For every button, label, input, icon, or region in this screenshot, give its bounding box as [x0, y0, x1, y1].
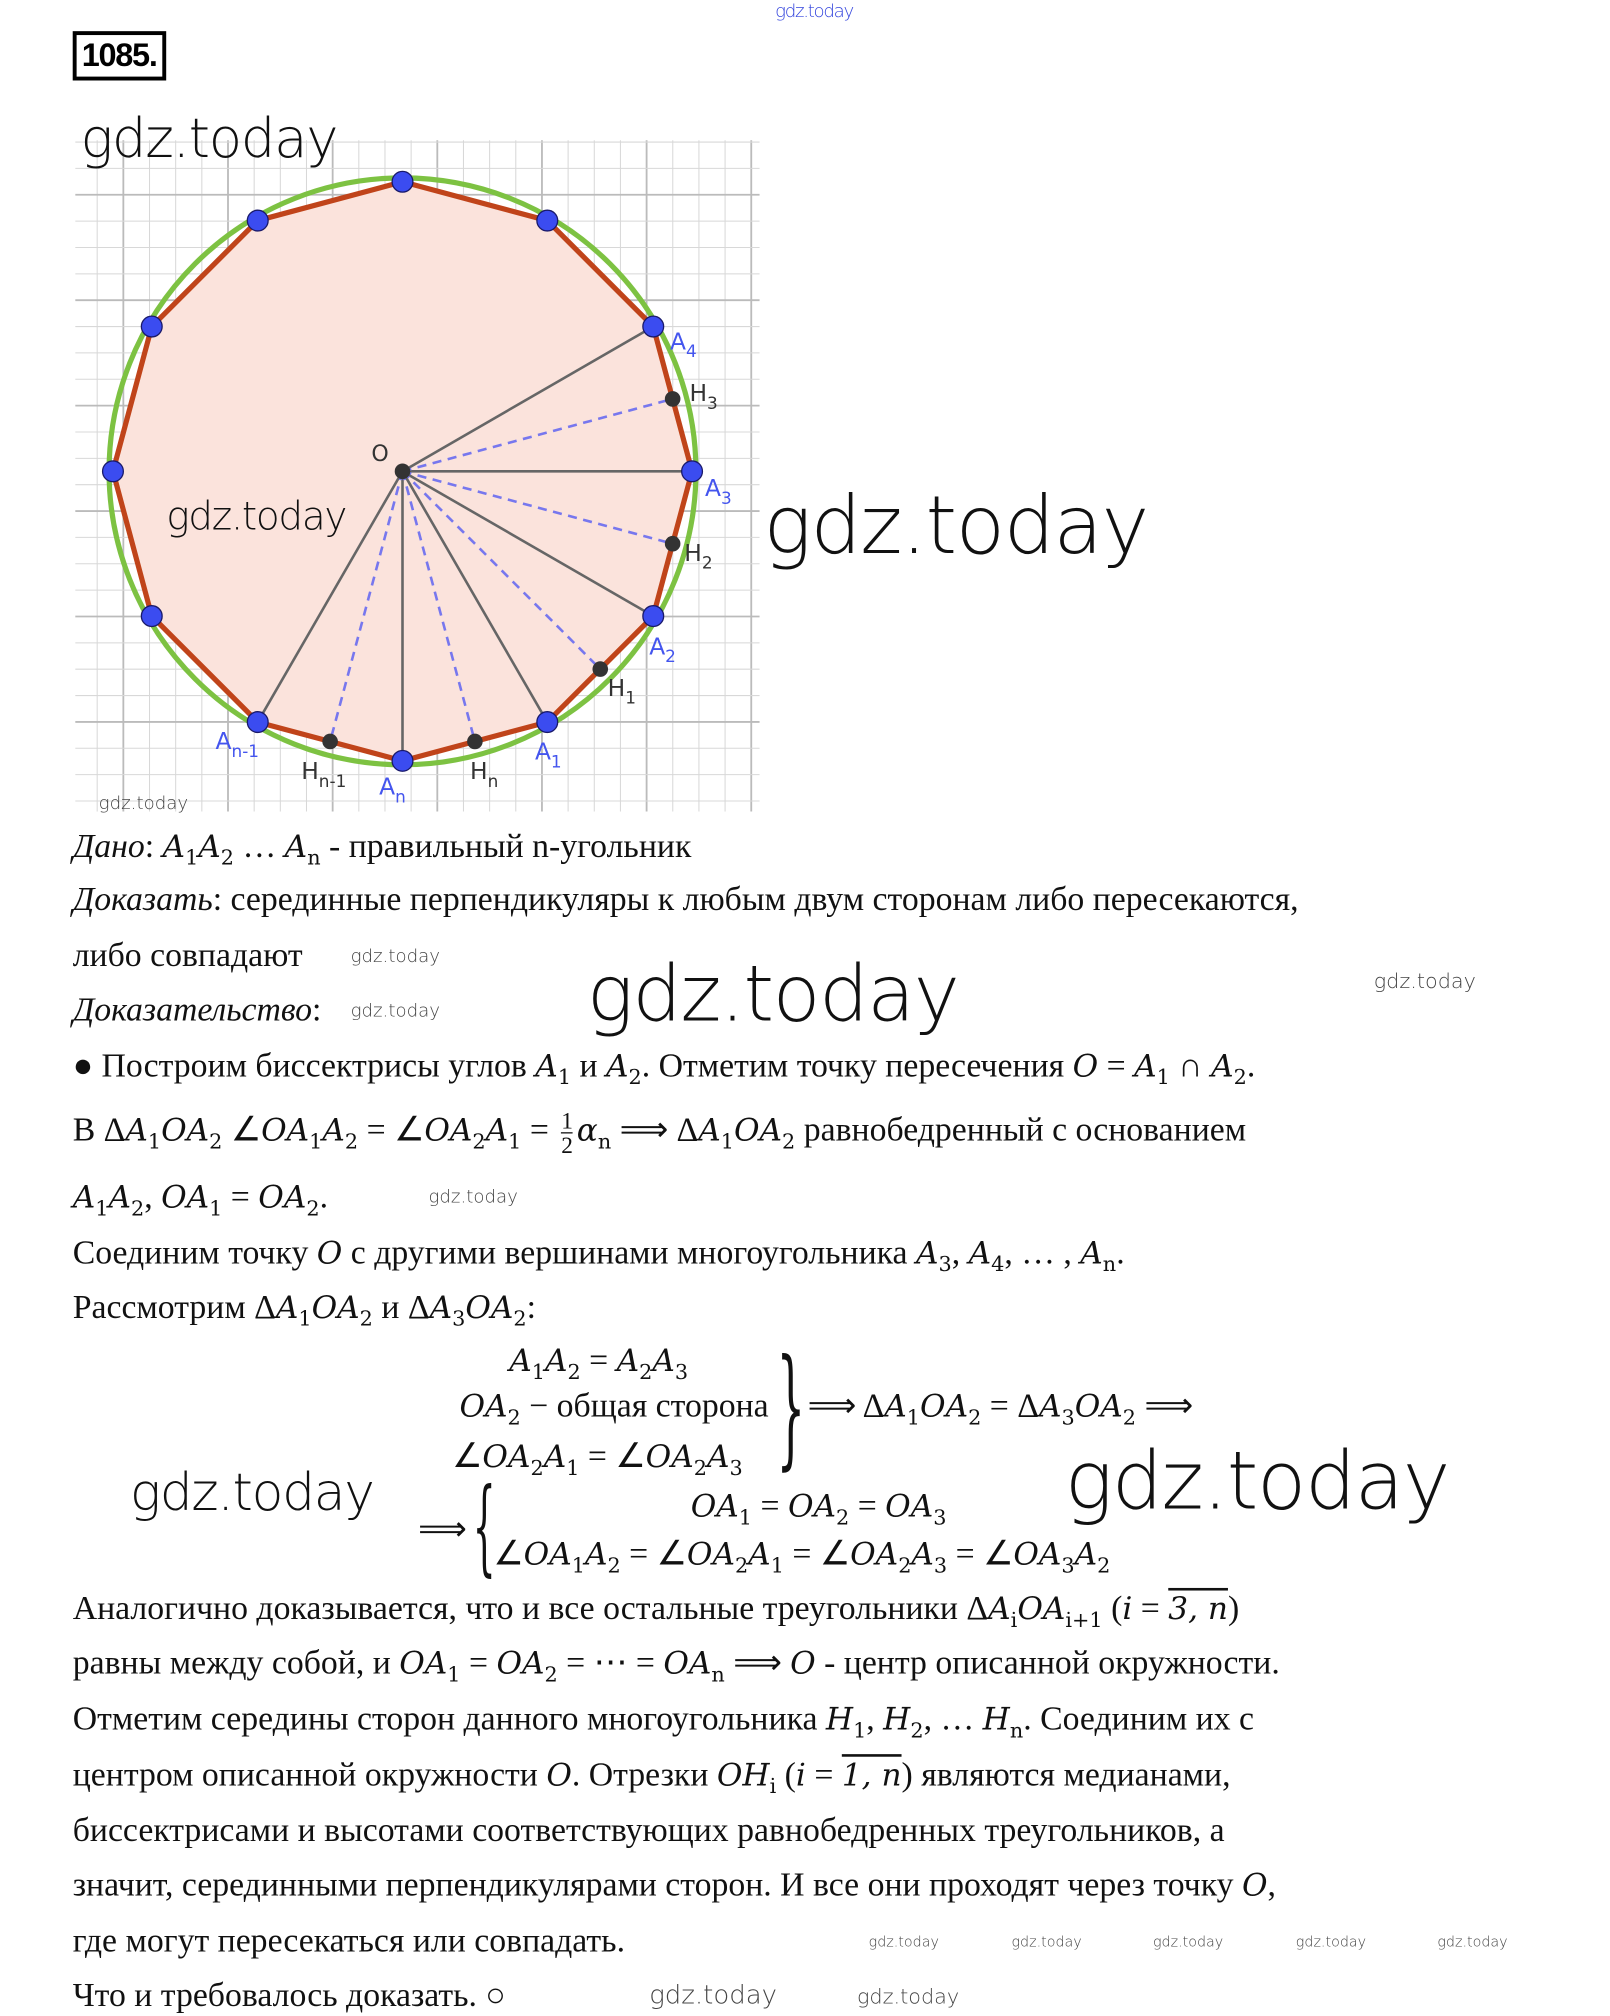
math-symbol: i [795, 1756, 806, 1794]
math-symbol: OH [716, 1756, 770, 1794]
subscript: n [1102, 1251, 1117, 1277]
vertex-label-an: $A_n$ [379, 772, 406, 807]
text: = [1098, 1046, 1135, 1085]
subscript: 1 [147, 1128, 162, 1154]
midpoint-label-h1: $H_1$ [607, 673, 636, 708]
text: ⟹ [1135, 1386, 1193, 1425]
text: : серединные перпендикуляры к любым двум сторонам либо пересекаются, [212, 880, 1299, 918]
math-symbol: A [1134, 1047, 1157, 1085]
text: равнобедренный с основанием [795, 1110, 1247, 1149]
math-symbol: A [968, 1234, 992, 1272]
text: = [580, 1341, 617, 1379]
math-symbol: A [606, 1047, 629, 1085]
subscript: 1 [853, 1717, 867, 1743]
text: = ∠ [783, 1534, 851, 1573]
text: , [866, 1699, 884, 1738]
text: равны между собой, и [72, 1643, 400, 1682]
watermark: gdz.today [649, 1978, 777, 2010]
text: , … [923, 1699, 983, 1738]
math-symbol: A [544, 1342, 568, 1379]
watermark: gdz.today [166, 494, 347, 541]
subscript: n [307, 845, 321, 870]
subscript: 2 [359, 1306, 373, 1331]
text: биссектрисами и высотами соответствующих равнобедренных треугольников, а [72, 1811, 1225, 1849]
italic-text: Доказать [72, 880, 213, 918]
vertex-label-a3: $A_3$ [705, 473, 732, 508]
math-symbol: A [748, 1536, 771, 1573]
center-point [395, 464, 411, 480]
math-symbol: A [698, 1112, 721, 1149]
implies-arrow: ⟹ [418, 1510, 467, 1548]
math-symbol: O [1241, 1867, 1268, 1904]
watermark: gdz.today [1437, 1933, 1508, 1951]
text: ∠ [493, 1534, 524, 1573]
math-symbol: A [988, 1590, 1011, 1627]
math-symbol: A [543, 1438, 567, 1475]
math-symbol: OA [787, 1487, 837, 1525]
math-symbol: A [429, 1289, 453, 1326]
math-symbol: A [125, 1112, 148, 1149]
math-symbol: A [1080, 1234, 1103, 1272]
text: ● Построим биссектрисы углов [72, 1046, 536, 1085]
math-symbol: OA [1017, 1590, 1066, 1627]
text: − общая сторона [520, 1386, 769, 1425]
system-row [459, 1385, 768, 1438]
math-symbol: A [1211, 1047, 1234, 1085]
math-symbol: O [790, 1645, 816, 1682]
text: = [222, 1177, 259, 1216]
proof-line [73, 1287, 536, 1340]
subscript: i [1010, 1607, 1018, 1633]
vertex-point [247, 210, 268, 231]
watermark: gdz.today [1152, 1933, 1224, 1951]
subscript: 3 [933, 1504, 947, 1530]
subscript: n [711, 1661, 725, 1687]
subscript: 2 [782, 1128, 796, 1154]
subscript: 1 [571, 1552, 585, 1578]
math-symbol: O [546, 1756, 572, 1794]
math-symbol: H [825, 1700, 854, 1738]
text: = ∠ [620, 1534, 687, 1573]
vertex-label-an-1: $A_{n-1}$ [215, 727, 260, 761]
math-symbol: A [275, 1289, 299, 1326]
subscript: 2 [220, 845, 235, 870]
midpoint-point [665, 391, 681, 407]
subscript: 2 [628, 1064, 642, 1090]
subscript: 2 [507, 1404, 521, 1430]
watermark: gdz.today [775, 1, 853, 23]
math-symbol: A [509, 1342, 532, 1379]
watermark: gdz.today [350, 946, 441, 968]
watermark: gdz.today [763, 477, 1148, 573]
subscript: 3 [452, 1306, 466, 1331]
subscript: 1 [298, 1306, 312, 1331]
subscript: 1 [95, 1195, 109, 1221]
math-symbol: H [883, 1700, 911, 1738]
text: Рассмотрим Δ [72, 1288, 276, 1326]
subscript: 3 [674, 1359, 689, 1385]
text: = ∠ [947, 1534, 1014, 1573]
math-symbol: OA [161, 1112, 210, 1149]
midpoint-label-h3: $H_3$ [689, 379, 718, 413]
text: . [319, 1177, 329, 1216]
text: Что и требовалось доказать. ○ [72, 1976, 506, 2014]
subscript: 2 [1233, 1064, 1247, 1090]
text: - правильный n-угольник [320, 827, 692, 865]
subscript: 1 [566, 1455, 580, 1481]
midpoint-point [592, 661, 608, 677]
subscript: 2 [544, 1661, 558, 1687]
vertex-point [392, 750, 413, 771]
subscript: 1 [508, 1128, 522, 1154]
system-row [493, 1533, 1110, 1586]
math-symbol: OA [258, 1178, 307, 1216]
subscript: n [1009, 1717, 1024, 1743]
subscript: 2 [530, 1455, 544, 1481]
subscript: 2 [1122, 1404, 1136, 1430]
proof-line [73, 1176, 328, 1229]
watermark: gdz.today [350, 1001, 441, 1022]
text: ∠ [222, 1110, 262, 1149]
math-symbol: OA [686, 1536, 735, 1573]
text: , [1267, 1865, 1276, 1904]
subscript: 1 [185, 845, 199, 870]
math-symbol: A [706, 1438, 730, 1475]
math-symbol: OA [663, 1645, 712, 1682]
text: : [312, 990, 322, 1029]
vertex-point [643, 606, 664, 627]
math-symbol: A [108, 1178, 131, 1216]
proof-line [73, 989, 322, 1031]
proof-line [73, 826, 692, 879]
proof-line [73, 1975, 506, 2016]
subscript: 3 [1061, 1404, 1075, 1430]
subscript: 3 [933, 1552, 948, 1578]
watermark: gdz.today [428, 1186, 518, 1208]
subscript: 3 [1061, 1552, 1075, 1578]
denominator: 2 [561, 1132, 573, 1159]
text: = ⋯ = [557, 1643, 664, 1682]
math-symbol: A [485, 1112, 509, 1149]
vertex-label-a1: $A_1$ [534, 737, 562, 772]
subscript: 1 [906, 1404, 921, 1430]
subscript: 2 [306, 1195, 320, 1221]
math-symbol: A [284, 828, 308, 865]
math-symbol: OA [261, 1112, 310, 1149]
math-symbol: OA [645, 1438, 694, 1475]
subscript: 2 [836, 1504, 850, 1530]
watermark: gdz.today [1295, 1933, 1367, 1951]
watermark: gdz.today [1064, 1433, 1450, 1529]
text: ( [776, 1755, 796, 1794]
math-symbol: OA [465, 1289, 514, 1326]
math-symbol: i [1122, 1590, 1133, 1627]
watermark: gdz.today [586, 949, 959, 1041]
math-symbol: OA [311, 1289, 360, 1326]
system-result [808, 1385, 1193, 1438]
proof-line [73, 1920, 625, 1962]
text: = Δ [981, 1386, 1039, 1425]
center-label: O [371, 441, 389, 467]
math-symbol: O [316, 1234, 343, 1272]
math-symbol: OA [690, 1487, 739, 1525]
subscript: 1 [770, 1552, 784, 1578]
watermark: gdz.today [80, 106, 338, 171]
math-symbol: OA [459, 1387, 508, 1425]
vertex-point [643, 316, 664, 337]
midpoint-point [665, 536, 681, 552]
fraction [561, 1109, 573, 1157]
subscript: 1 [209, 1195, 223, 1221]
italic-text: Дано [72, 827, 145, 865]
text: ⟹ Δ [611, 1110, 699, 1149]
text: . Отметим точку пересечения [641, 1046, 1073, 1085]
subscript: n [597, 1128, 612, 1154]
proof-line [73, 1045, 1256, 1098]
text: ⟹ Δ [807, 1386, 885, 1425]
text: = ∠ [579, 1437, 646, 1475]
text: , … , [1004, 1233, 1081, 1272]
text: … [234, 827, 285, 865]
midpoint-label-h2: $H_2$ [684, 538, 713, 573]
text: ( [1102, 1589, 1123, 1627]
vertex-point [537, 210, 558, 231]
text: с другими вершинами многоугольника [342, 1233, 916, 1272]
subscript: 2 [898, 1552, 912, 1578]
overline-range: 3, n [1168, 1590, 1228, 1627]
vertex-label-a2: $A_2$ [649, 632, 676, 667]
proof-line [73, 1109, 1246, 1163]
text: . [1246, 1046, 1256, 1085]
math-symbol: OA [885, 1487, 934, 1525]
watermark: gdz.today [1373, 968, 1476, 994]
math-symbol: OA [1074, 1387, 1123, 1425]
subscript: 2 [607, 1552, 621, 1578]
left-brace: { [472, 1465, 496, 1587]
text: = [849, 1486, 886, 1525]
math-symbol: OA [496, 1645, 545, 1682]
math-symbol: A [911, 1536, 934, 1573]
subscript: 4 [991, 1251, 1005, 1277]
text: , [144, 1177, 162, 1216]
subscript: 2 [472, 1128, 486, 1154]
proof-line [73, 879, 1299, 921]
midpoint-label-hn-1: $H_{n-1}$ [301, 757, 347, 791]
text: , [951, 1233, 969, 1272]
text: ) являются медианами, [901, 1755, 1231, 1794]
subscript: 2 [567, 1359, 581, 1385]
math-symbol: OA [920, 1387, 969, 1425]
math-symbol: A [322, 1112, 345, 1149]
text: центром описанной окружности [72, 1755, 547, 1794]
text: ∩ [1169, 1046, 1212, 1085]
midpoint-point [322, 734, 338, 750]
text: = [752, 1486, 788, 1525]
math-symbol: A [584, 1536, 608, 1573]
midpoint-label-hn: $H_n$ [470, 757, 499, 791]
proof-line [73, 1865, 1276, 1907]
subscript: 2 [639, 1359, 653, 1385]
overline-range: 1, n [841, 1756, 902, 1794]
vertex-point [537, 712, 558, 733]
math-symbol: A [652, 1342, 675, 1379]
text: . Соединим их с [1023, 1699, 1255, 1738]
subscript: 2 [693, 1455, 707, 1481]
math-symbol: OA [161, 1178, 210, 1216]
math-symbol: OA [399, 1645, 448, 1682]
proof-line [73, 1754, 1231, 1807]
math-symbol: A [884, 1387, 907, 1425]
text: = [521, 1110, 558, 1149]
math-symbol: A [72, 1178, 96, 1216]
subscript: 3 [938, 1251, 952, 1277]
subscript: i [769, 1773, 777, 1799]
text: В Δ [72, 1110, 126, 1149]
proof-line [73, 1642, 1280, 1695]
subscript: 1 [738, 1504, 753, 1530]
system-row [691, 1485, 947, 1538]
text: ∠ [452, 1437, 483, 1475]
vertex-point [682, 461, 703, 482]
math-symbol: OA [850, 1536, 899, 1573]
proof-line [73, 1588, 1240, 1641]
italic-text: Доказательство [72, 990, 313, 1029]
text: где могут пересекаться или совпадать. [72, 1921, 626, 1960]
text: Аналогично доказывается, что и все остальные треугольники Δ [72, 1589, 989, 1627]
text: и Δ [372, 1288, 430, 1326]
subscript: 1 [447, 1661, 461, 1687]
subscript: 2 [1097, 1552, 1111, 1578]
subscript: 2 [513, 1306, 527, 1331]
math-symbol: OA [424, 1112, 473, 1149]
text: : [526, 1288, 536, 1326]
math-symbol: OA [482, 1438, 531, 1475]
text: Отметим середины сторон данного многоугольника [72, 1699, 826, 1738]
text: = [1132, 1589, 1169, 1627]
math-symbol: A [198, 828, 221, 865]
vertex-point [247, 712, 268, 733]
subscript: 2 [910, 1717, 924, 1743]
subscript: 1 [720, 1128, 734, 1154]
math-symbol: OA [733, 1112, 783, 1149]
watermark: gdz.today [129, 1463, 374, 1524]
text: и [571, 1046, 607, 1085]
text: - центр описанной окружности. [815, 1643, 1280, 1682]
watermark: gdz.today [1011, 1933, 1082, 1951]
watermark: gdz.today [98, 793, 189, 815]
subscript: 1 [557, 1064, 572, 1090]
text: = [805, 1755, 842, 1794]
math-symbol: A [915, 1234, 939, 1272]
problem-number: 1085. [73, 31, 166, 80]
right-brace: } [776, 1330, 806, 1483]
text: либо совпадают [72, 936, 303, 974]
math-symbol: H [982, 1700, 1010, 1738]
math-symbol: OA [523, 1536, 572, 1573]
math-symbol: O [1072, 1047, 1099, 1085]
text: ) [1227, 1589, 1240, 1627]
math-symbol: A [616, 1342, 640, 1379]
subscript: 3 [729, 1455, 743, 1481]
math-symbol: A [162, 828, 186, 865]
text: . Отрезки [571, 1755, 717, 1794]
proof-line [73, 1232, 1125, 1285]
text: = [460, 1643, 497, 1682]
vertex-point [103, 461, 124, 482]
subscript: 2 [734, 1552, 749, 1578]
subscript: 2 [130, 1195, 145, 1221]
subscript: 1 [531, 1359, 545, 1385]
math-symbol: A [1038, 1387, 1062, 1425]
vertex-point [141, 316, 162, 337]
subscript: 2 [344, 1128, 359, 1154]
text: Соединим точку [72, 1233, 317, 1272]
text: : [144, 827, 163, 865]
proof-line [73, 1810, 1225, 1852]
subscript: 1 [1156, 1064, 1170, 1090]
proof-line [73, 935, 303, 977]
math-symbol: OA [1013, 1536, 1062, 1573]
subscript: i+1 [1065, 1607, 1103, 1633]
vertex-label-a4: $A_4$ [669, 327, 697, 362]
subscript: 1 [309, 1128, 323, 1154]
text: ⟹ [724, 1643, 791, 1682]
vertex-point [141, 606, 162, 627]
text: значит, серединными перпендикулярами сторон. И все они проходят через точку [72, 1865, 1242, 1904]
proof-line [73, 1698, 1254, 1751]
subscript: 2 [968, 1404, 982, 1430]
subscript: 2 [209, 1128, 223, 1154]
midpoint-point [467, 734, 483, 750]
text: . [1116, 1233, 1125, 1272]
watermark: gdz.today [868, 1933, 939, 1951]
text: = ∠ [358, 1110, 425, 1149]
numerator: 1 [561, 1107, 573, 1134]
watermark: gdz.today [856, 1983, 960, 2009]
vertex-point [392, 171, 413, 192]
math-symbol: α [576, 1112, 598, 1149]
math-symbol: A [1074, 1536, 1098, 1573]
math-symbol: A [535, 1047, 558, 1085]
